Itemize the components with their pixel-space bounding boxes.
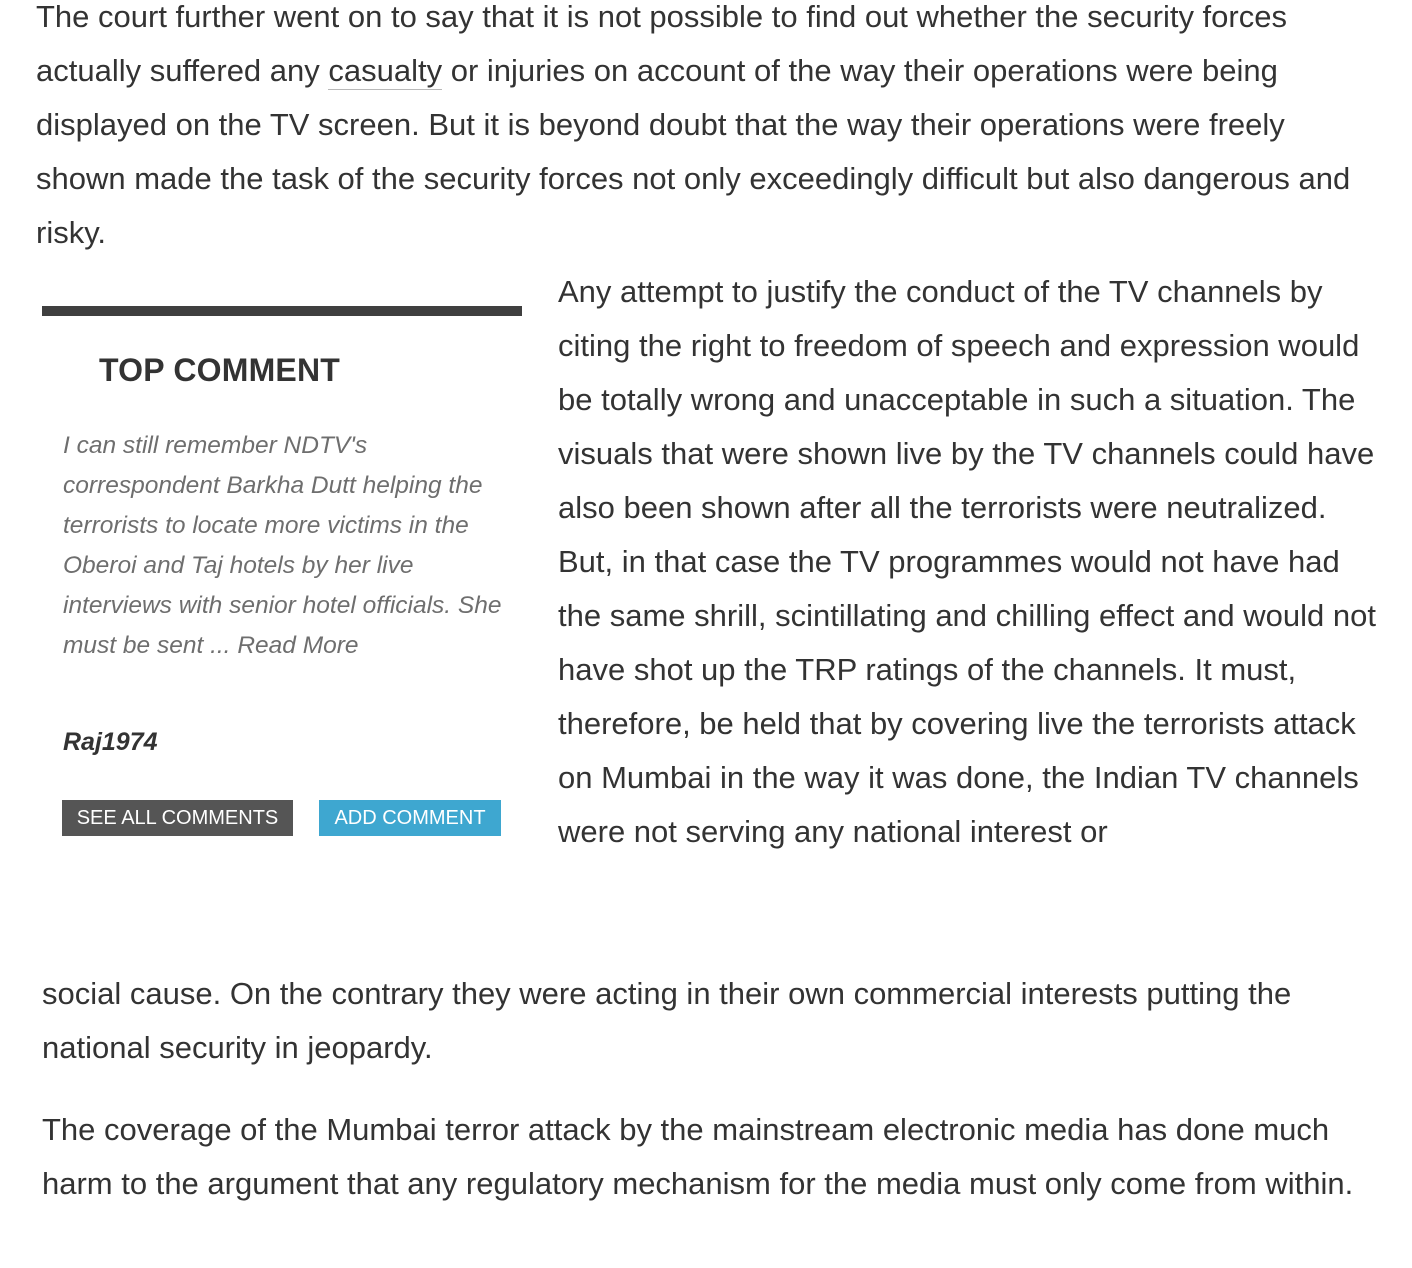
top-comment-widget xyxy=(42,306,522,866)
see-all-comments-button[interactable]: SEE ALL COMMENTS xyxy=(62,800,293,836)
comment-excerpt xyxy=(63,426,503,666)
paragraph-text: The court further went on to say that it is not possible to find out whether the security forces actually suffered any xyxy=(36,0,1287,88)
comment-author[interactable]: Raj1974 xyxy=(63,728,158,756)
add-comment-button[interactable]: ADD COMMENT xyxy=(319,800,501,836)
article-paragraph: Any attempt to justify the conduct of the TV channels by citing the right to freedom of speech and expression would be totally wrong and unacceptable in such a situation. The visuals that were shown live by the TV channels could have also been shown after all the terrorists were neutralized. But, in that case the TV programmes would not have had the same shrill, scintillating and chilling effect and would not have shot up the TRP ratings of the channels. It must, therefore, be held that by covering live the terrorists attack on Mumbai in the way it was done, the Indian TV channels were not serving any national interest or xyxy=(558,274,1376,849)
comment-text: I can still remember NDTV's correspondent Barkha Dutt helping the terrorists to locate more victims in the Oberoi and Taj hotels by her live interviews with senior hotel officials. She must be sent ... xyxy=(63,432,502,659)
paragraph-text: or injuries on account of the way their operations were being displayed on the TV screen. But it is beyond doubt that the way their operations were freely shown made the task of the security forces not only exceedingly difficult but also dangerous and risky. xyxy=(36,53,1351,250)
top-comment-heading: TOP COMMENT xyxy=(99,352,341,388)
read-more-link[interactable]: Read More xyxy=(237,632,359,659)
casualty-link[interactable]: casualty xyxy=(328,53,443,88)
article-paragraph: The coverage of the Mumbai terror attack by the mainstream electronic media has done much harm to the argument that any regulatory mechanism for the media must only come from within. xyxy=(42,1112,1354,1201)
article-paragraph-continuation: social cause. On the contrary they were acting in their own commercial interests putting the national security in jeopardy. xyxy=(42,976,1292,1065)
widget-divider xyxy=(42,306,522,316)
article-paragraph xyxy=(36,0,1376,260)
